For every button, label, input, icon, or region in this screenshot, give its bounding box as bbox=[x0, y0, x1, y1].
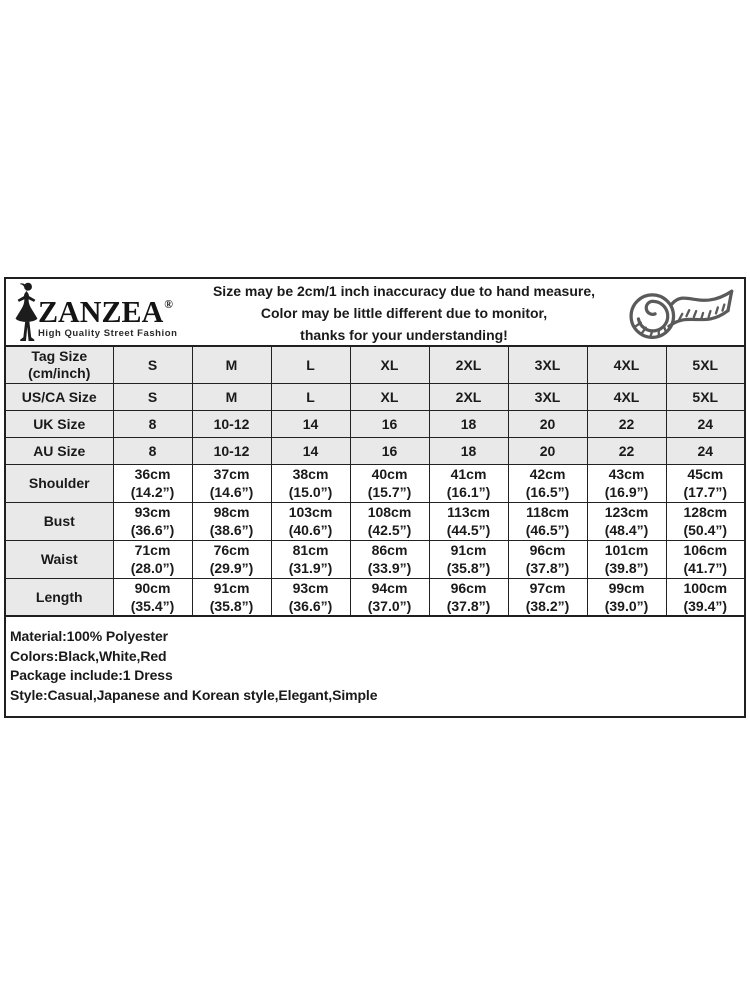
measure-cell bbox=[113, 578, 192, 616]
disclaimer-line-2: Color may be little different due to monitor, bbox=[260, 305, 548, 321]
row-label: Shoulder bbox=[5, 464, 113, 502]
measure-cell bbox=[271, 502, 350, 540]
material-line: Material:100% Polyester bbox=[10, 628, 169, 644]
measure-cell bbox=[508, 464, 587, 502]
size-table-body bbox=[5, 346, 745, 616]
measure-cm: 97cm bbox=[529, 579, 566, 596]
measure-cm: 81cm bbox=[292, 542, 329, 558]
size-cell: 20 bbox=[508, 437, 587, 464]
measure-cm: 113cm bbox=[447, 504, 490, 520]
measure-cell bbox=[271, 578, 350, 616]
tag-size-label: Tag Size bbox=[31, 347, 88, 364]
size-cell: 10-12 bbox=[192, 437, 271, 464]
measure-cell bbox=[350, 464, 429, 502]
size-cell: S bbox=[113, 346, 192, 383]
disclaimer-line-1: Size may be 2cm/1 inch inaccuracy due to hand measure, bbox=[212, 283, 596, 299]
measure-cm: 108cm bbox=[367, 504, 412, 520]
measure-cm: 36cm bbox=[134, 466, 171, 482]
measure-cell bbox=[587, 578, 666, 616]
size-cell: 16 bbox=[350, 410, 429, 437]
package-line: Package include:1 Dress bbox=[10, 667, 173, 683]
measure-cell bbox=[666, 502, 745, 540]
measure-inch: (15.0”) bbox=[288, 484, 333, 500]
colors-line: Colors:Black,White,Red bbox=[10, 647, 167, 664]
row-label: Length bbox=[5, 578, 113, 616]
style-line: Style:Casual,Japanese and Korean style,Elegant,Simple bbox=[10, 686, 378, 703]
measure-cm: 41cm bbox=[450, 466, 487, 482]
size-cell: 8 bbox=[113, 437, 192, 464]
size-cell: 2XL bbox=[429, 383, 508, 410]
size-cell: L bbox=[271, 346, 350, 383]
size-cell: 14 bbox=[271, 437, 350, 464]
table-row-size bbox=[5, 410, 745, 437]
measure-cell bbox=[508, 502, 587, 540]
measure-inch: (48.4”) bbox=[604, 522, 649, 538]
size-cell: XL bbox=[350, 346, 429, 383]
measure-cm: 94cm bbox=[371, 579, 408, 596]
size-cell: M bbox=[192, 383, 271, 410]
measure-cm: 93cm bbox=[292, 579, 329, 596]
measure-cell bbox=[508, 578, 587, 616]
disclaimer-line-3: thanks for your understanding! bbox=[300, 327, 508, 343]
measure-inch: (44.5”) bbox=[446, 522, 491, 538]
measure-cm: 37cm bbox=[213, 466, 250, 482]
measure-cm: 86cm bbox=[371, 542, 408, 558]
size-chart-sheet bbox=[4, 277, 746, 718]
size-cell: S bbox=[113, 383, 192, 410]
measure-inch: (39.4”) bbox=[683, 597, 728, 614]
measure-cm: 38cm bbox=[292, 466, 329, 482]
size-disclaimer bbox=[190, 278, 618, 346]
measure-inch: (38.6”) bbox=[209, 522, 254, 538]
measure-cell bbox=[350, 540, 429, 578]
measure-cell bbox=[587, 540, 666, 578]
row-label: US/CA Size bbox=[5, 383, 113, 410]
measure-inch: (39.0”) bbox=[604, 597, 649, 614]
measure-inch: (37.8”) bbox=[525, 560, 570, 576]
measure-inch: (33.9”) bbox=[367, 560, 412, 576]
measure-inch: (16.5”) bbox=[525, 484, 570, 500]
row-label: Waist bbox=[5, 540, 113, 578]
measure-cm: 128cm bbox=[683, 504, 728, 520]
measure-cm: 76cm bbox=[213, 542, 250, 558]
measure-cell bbox=[271, 464, 350, 502]
table-row-measure bbox=[5, 578, 745, 616]
row-label: Bust bbox=[5, 502, 113, 540]
table-row-size bbox=[5, 383, 745, 410]
measure-cell bbox=[587, 464, 666, 502]
table-row-tag-size bbox=[5, 346, 745, 383]
measure-cell bbox=[271, 540, 350, 578]
measure-inch: (35.8”) bbox=[446, 560, 491, 576]
size-cell: 5XL bbox=[666, 346, 745, 383]
measure-cm: 100cm bbox=[683, 579, 728, 596]
size-cell: 22 bbox=[587, 437, 666, 464]
measure-cell bbox=[429, 540, 508, 578]
measure-inch: (14.6”) bbox=[209, 484, 254, 500]
measure-cm: 42cm bbox=[529, 466, 566, 482]
measure-cell bbox=[113, 540, 192, 578]
brand-tagline: High Quality Street Fashion bbox=[38, 327, 178, 339]
measure-inch: (29.9”) bbox=[209, 560, 254, 576]
measure-inch: (16.9”) bbox=[604, 484, 649, 500]
header-box bbox=[4, 277, 746, 347]
measure-cell bbox=[192, 578, 271, 616]
measure-cell bbox=[508, 540, 587, 578]
size-cell: 3XL bbox=[508, 383, 587, 410]
brand-logo bbox=[12, 282, 190, 342]
measure-cm: 91cm bbox=[213, 579, 250, 596]
measure-inch: (15.7”) bbox=[367, 484, 412, 500]
measure-cell bbox=[429, 464, 508, 502]
size-cell: 22 bbox=[587, 410, 666, 437]
measure-cm: 93cm bbox=[134, 504, 171, 520]
measure-cm: 90cm bbox=[134, 579, 171, 596]
measure-inch: (17.7”) bbox=[683, 484, 728, 500]
measure-cm: 45cm bbox=[687, 466, 724, 482]
measure-cell bbox=[350, 502, 429, 540]
size-cell: 18 bbox=[429, 437, 508, 464]
product-details-box bbox=[4, 615, 746, 718]
brand-name bbox=[38, 293, 173, 329]
row-label: AU Size bbox=[5, 437, 113, 464]
measure-cm: 91cm bbox=[450, 542, 487, 558]
size-cell: 2XL bbox=[429, 346, 508, 383]
measure-inch: (35.8”) bbox=[209, 597, 254, 614]
size-cell: 5XL bbox=[666, 383, 745, 410]
size-cell: 20 bbox=[508, 410, 587, 437]
measuring-tape-icon bbox=[618, 282, 736, 342]
size-cell: 8 bbox=[113, 410, 192, 437]
measure-inch: (42.5”) bbox=[367, 522, 412, 538]
measure-cell bbox=[666, 464, 745, 502]
measure-cell bbox=[113, 502, 192, 540]
size-cell: 4XL bbox=[587, 346, 666, 383]
measure-inch: (39.8”) bbox=[604, 560, 649, 576]
measure-cell bbox=[429, 578, 508, 616]
measure-inch: (38.2”) bbox=[525, 597, 570, 614]
measure-inch: (50.4”) bbox=[683, 522, 728, 538]
measure-cell bbox=[666, 578, 745, 616]
measure-inch: (37.8”) bbox=[446, 597, 491, 614]
table-row-measure bbox=[5, 502, 745, 540]
measure-cm: 43cm bbox=[608, 466, 645, 482]
brand-text-block bbox=[38, 293, 178, 343]
measure-cell bbox=[666, 540, 745, 578]
size-cell: 18 bbox=[429, 410, 508, 437]
measure-cm: 123cm bbox=[604, 504, 649, 520]
size-cell: 3XL bbox=[508, 346, 587, 383]
size-cell: 14 bbox=[271, 410, 350, 437]
table-row-measure bbox=[5, 540, 745, 578]
row-label: UK Size bbox=[5, 410, 113, 437]
measure-inch: (28.0”) bbox=[130, 560, 175, 576]
measure-inch: (36.6”) bbox=[130, 522, 175, 538]
measure-inch: (36.6”) bbox=[288, 597, 333, 614]
measure-cm: 96cm bbox=[450, 579, 487, 596]
measure-cell bbox=[192, 540, 271, 578]
measure-cell bbox=[192, 464, 271, 502]
row-label-tag-size bbox=[5, 346, 113, 383]
size-cell: 4XL bbox=[587, 383, 666, 410]
table-row-size bbox=[5, 437, 745, 464]
table-row-measure bbox=[5, 464, 745, 502]
measure-inch: (40.6”) bbox=[288, 522, 333, 538]
size-cell: L bbox=[271, 383, 350, 410]
measure-inch: (16.1”) bbox=[446, 484, 491, 500]
size-chart-table bbox=[4, 345, 746, 617]
measure-inch: (46.5”) bbox=[525, 522, 570, 538]
size-cell: XL bbox=[350, 383, 429, 410]
tag-size-sublabel: (cm/inch) bbox=[28, 364, 91, 381]
measure-cm: 71cm bbox=[134, 542, 171, 558]
measure-inch: (14.2”) bbox=[130, 484, 175, 500]
measure-inch: (41.7”) bbox=[683, 560, 728, 576]
measure-cm: 40cm bbox=[371, 466, 408, 482]
measure-cm: 101cm bbox=[604, 542, 649, 558]
size-cell: 24 bbox=[666, 410, 745, 437]
size-cell: 16 bbox=[350, 437, 429, 464]
size-cell: 10-12 bbox=[192, 410, 271, 437]
registered-mark: ® bbox=[164, 296, 173, 311]
measure-cell bbox=[587, 502, 666, 540]
measure-cm: 103cm bbox=[288, 504, 333, 520]
measure-inch: (35.4”) bbox=[130, 597, 175, 614]
measure-cell bbox=[113, 464, 192, 502]
measure-inch: (31.9”) bbox=[288, 560, 333, 576]
measure-cm: 96cm bbox=[529, 542, 566, 558]
measure-inch: (37.0”) bbox=[367, 597, 412, 614]
measure-cell bbox=[429, 502, 508, 540]
brand-name-text: ZANZEA bbox=[38, 293, 164, 329]
measure-cell bbox=[192, 502, 271, 540]
measure-cm: 99cm bbox=[608, 579, 645, 596]
measure-cell bbox=[350, 578, 429, 616]
measure-cm: 106cm bbox=[683, 542, 728, 558]
size-cell: M bbox=[192, 346, 271, 383]
measure-cm: 118cm bbox=[526, 504, 569, 520]
measure-cm: 98cm bbox=[213, 504, 250, 520]
size-cell: 24 bbox=[666, 437, 745, 464]
